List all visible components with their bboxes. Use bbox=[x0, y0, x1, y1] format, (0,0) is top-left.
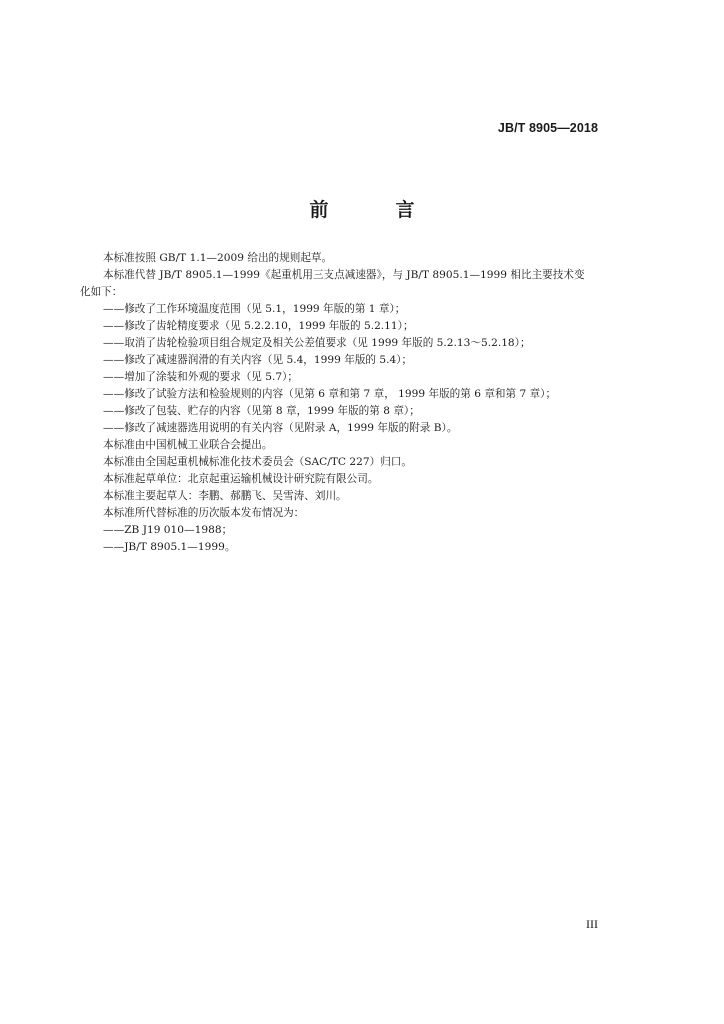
change-item: ——修改了齿轮精度要求（见 5.2.2.10，1999 年版的 5.2.11）； bbox=[103, 320, 414, 332]
history-item: ——JB/T 8905.1—1999。 bbox=[103, 541, 236, 553]
preface-body bbox=[80, 250, 648, 556]
paragraph-drafters: 本标准主要起草人：李鹏、郝鹏飞、吴雪涛、刘川。 bbox=[103, 490, 347, 502]
change-item: ——修改了减速器润滑的有关内容（见 5.4，1999 年版的 5.4）； bbox=[103, 354, 413, 366]
change-item: ——增加了涂装和外观的要求（见 5.7）； bbox=[103, 371, 299, 383]
history-item: ——ZB J19 010—1988； bbox=[103, 524, 233, 536]
change-item: ——取消了齿轮检验项目组合规定及相关公差值要求（见 1999 年版的 5.2.13～5.2.18）； bbox=[103, 337, 531, 349]
paragraph-replacement: 本标准代替 JB/T 8905.1—1999《起重机用三支点减速器》，与 JB/T 8905.1—1999 相比主要技术变 bbox=[103, 269, 585, 281]
page-number: III bbox=[586, 917, 598, 931]
change-item: ——修改了试验方法和检验规则的内容（见第 6 章和第 7 章， 1999 年版的第 6 章和第 7 章）； bbox=[103, 388, 557, 400]
change-item: ——修改了工作环境温度范围（见 5.1，1999 年版的第 1 章）； bbox=[103, 303, 406, 315]
paragraph-drafting-unit: 本标准起草单位：北京起重运输机械设计研究院有限公司。 bbox=[103, 473, 379, 485]
paragraph-history-intro: 本标准所代替标准的历次版本发布情况为： bbox=[103, 507, 305, 519]
standard-number: JB/T 8905—2018 bbox=[497, 121, 598, 135]
change-item: ——修改了减速器选用说明的有关内容（见附录 A，1999 年版的附录 B）。 bbox=[103, 422, 458, 434]
paragraph-committee: 本标准由全国起重机械标准化技术委员会（SAC/TC 227）归口。 bbox=[103, 456, 412, 468]
paragraph-proposer: 本标准由中国机械工业联合会提出。 bbox=[103, 439, 273, 451]
change-item: ——修改了包装、贮存的内容（见第 8 章，1999 年版的第 8 章）； bbox=[103, 405, 420, 417]
paragraph-drafting-rules: 本标准按照 GB/T 1.1—2009 给出的规则起草。 bbox=[103, 252, 333, 264]
paragraph-replacement-continued: 化如下： bbox=[80, 286, 123, 298]
page-title: 前 言 bbox=[309, 199, 439, 221]
